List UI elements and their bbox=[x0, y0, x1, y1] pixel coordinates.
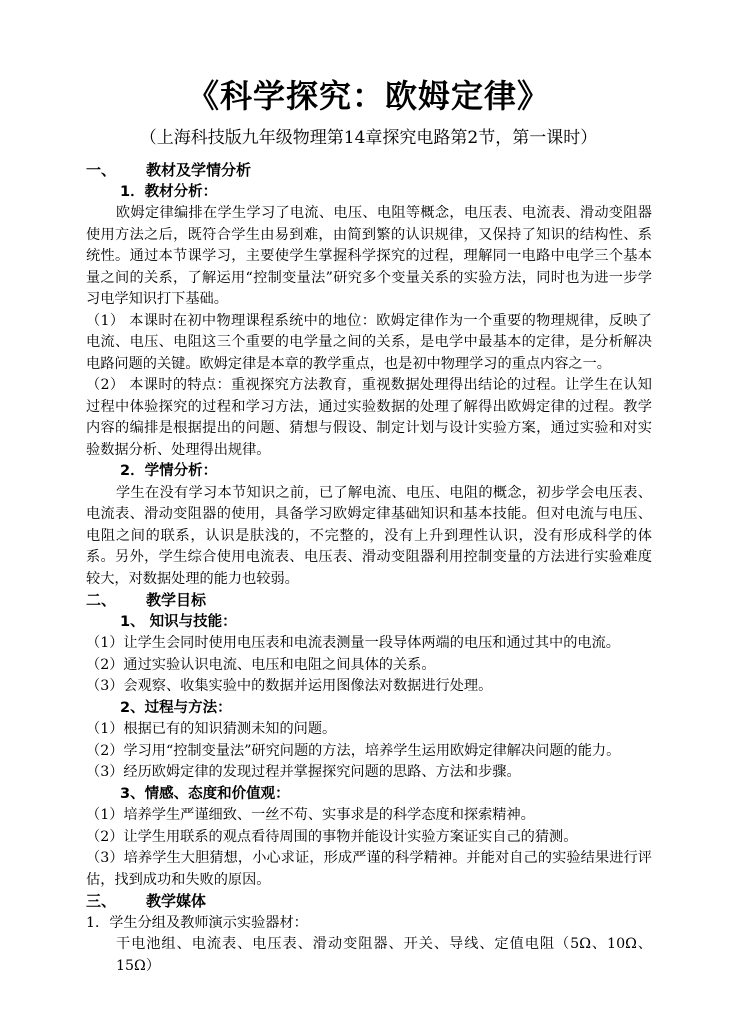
paragraph: 欧姆定律编排在学生学习了电流、电压、电阻等概念，电压表、电流表、滑动变阻器使用方法之后，既符合学生由易到难，由简到繁的认识规律，又保持了知识的结构性、系统性。通过本节课学习，主要使学生掌握科学探究的过程，理解同一电路中电学三个基本量之间的关系，了解运用“控制变量法”研究多个变量关系的实验方法，同时也为进一步学习电学知识打下基础。 bbox=[86, 205, 652, 307]
paragraph: （1） 本课时在初中物理课程系统中的地位：欧姆定律作为一个重要的物理规律，反映了电流、电压、电阻这三个重要的电学量之间的关系，是电学中最基本的定律，是分析解决电路问题的关键。欧姆定律是本章的教学重点，也是初中物理学习的重点内容之一。 bbox=[86, 312, 652, 372]
list-item: 1．学生分组及教师演示实验器材： bbox=[86, 914, 308, 931]
section-2-sub-3: 3、情感、态度和价值观： bbox=[120, 785, 290, 802]
section-2-sub-2: 2、过程与方法： bbox=[120, 699, 232, 716]
paragraph: （2） 本课时的特点：重视探究方法教育，重视数据处理得出结论的过程。让学生在认知过程中体验探究的过程和学习方法，通过实验数据的处理了解得出欧姆定律的过程。教学内容的编排是根据提出的问题、猜想与假设、制定计划与设计实验方案，通过实验和对实验数据分析、处理得出规律。 bbox=[86, 377, 652, 458]
list-item: （3）经历欧姆定律的发现过程并掌握探究问题的思路、方法和步骤。 bbox=[86, 764, 521, 780]
paragraph: 干电池组、电流表、电压表、滑动变阻器、开关、导线、定值电阻（5Ω、10Ω、 15Ω） bbox=[116, 936, 652, 974]
document-body bbox=[86, 160, 652, 977]
section-3-heading: 三、 教学媒体 bbox=[86, 892, 207, 910]
paragraph: 学生在没有学习本节知识之前，已了解电流、电压、电阻的概念，初步学会电压表、电流表、滑动变阻器的使用，具备学习欧姆定律基础知识和基本技能。但对电流与电压、电阻之间的联系，认识是肤浅的，不完整的，没有上升到理性认识，没有形成科学的体系。另外，学生综合使用电流表、电压表、滑动变阻器利用控制变量的方法进行实验难度较大，对数据处理的能力也较弱。 bbox=[86, 484, 652, 587]
section-2-heading: 二、 教学目标 bbox=[86, 591, 207, 609]
list-item: （1）根据已有的知识猜测未知的问题。 bbox=[86, 721, 337, 737]
section-1-sub-2: 2．学情分析： bbox=[120, 463, 218, 479]
section-1-sub-1: 1．教材分析： bbox=[120, 183, 218, 200]
list-item: （2）让学生用联系的观点看待周围的事物并能设计实验方案证实自己的猜测。 bbox=[86, 828, 578, 845]
list-item: （2）学习用“控制变量法”研究问题的方法，培养学生运用欧姆定律解决问题的能力。 bbox=[86, 742, 621, 759]
list-item: （3）培养学生大胆猜想，小心求证，形成严谨的科学精神。并能对自己的实验结果进行评估，找到成功和失败的原因。 bbox=[86, 850, 652, 888]
list-item: （1）培养学生严谨细致、一丝不苟、实事求是的科学态度和探索精神。 bbox=[86, 807, 535, 823]
document-title: 《科学探究：欧姆定律》 bbox=[186, 77, 550, 115]
document-subtitle: （上海科技版九年级物理第14章探究电路第2节，第一课时） bbox=[139, 128, 598, 148]
list-item: （3）会观察、收集实验中的数据并运用图像法对数据进行处理。 bbox=[86, 678, 493, 694]
section-2-sub-1: 1、 知识与技能： bbox=[120, 613, 237, 630]
section-1-heading: 一、 教材及学情分析 bbox=[86, 161, 252, 179]
list-item: （2）通过实验认识电流、电压和电阻之间具体的关系。 bbox=[86, 656, 436, 673]
list-item: （1）让学生会同时使用电压表和电流表测量一段导体两端的电压和通过其中的电流。 bbox=[86, 635, 620, 651]
